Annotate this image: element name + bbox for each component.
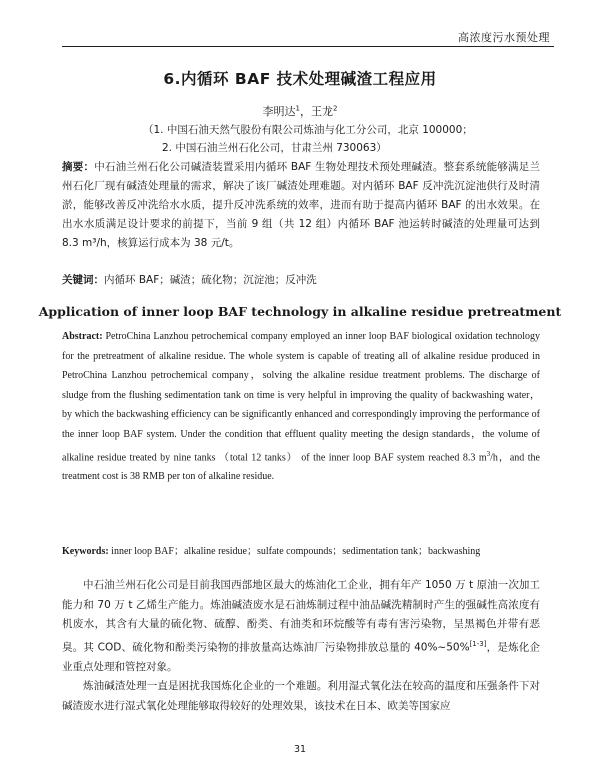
header-rule [62,46,554,47]
author-affiliation-mark: 1 [295,104,300,113]
running-header: 高浓度污水预处理 [458,31,550,44]
unit-superscript: 3 [486,449,491,458]
author-name: 李明达 [262,105,296,118]
english-abstract [62,327,540,487]
english-title: Application of inner loop BAF technology in alkaline residue pretreatment [38,304,562,319]
author-separator: ， [300,105,311,118]
chinese-abstract-label: 摘要： [62,161,95,173]
citation-mark: [1-3] [469,639,487,648]
body-paragraph-1-text-end: ，是炼化企业重点处理和管控对象。 [62,641,540,673]
chinese-abstract-text: 中石油兰州石化公司碱渣装置采用内循环 BAF 生物处理技术预处理碱渣。整套系统能够满足兰州石化厂现有碱渣处理量的需求，解决了该厂碱渣处理难题。对内循环 BAF 反冲洗沉淀池供行及时清淤，能够改善反冲洗给水水质，提升反冲洗系统的效率，进而有助于提高内循环 BAF 的出水效果。在出水水质满足设计要求的前提下，当前 9 组（共 12 组）内循环 BAF 池运转时碱渣的处理量可达到 8.3 m³/h，核算运行成本为 38 元/t。 [62,161,541,249]
body-paragraph-2: 炼油碱渣处理一直是困扰我国炼化企业的一个难题。利用湿式氧化法在较高的温度和压强条件下对碱渣废水进行湿式氧化处理能够取得较好的处理效果，该技术在日本、欧美等国家应 [62,680,540,712]
english-keywords-label: Keywords: [62,546,109,557]
english-abstract-text: PetroChina Lanzhou petrochemical company employed an inner loop BAF biological oxidation technology for the pretreatment of alkaline residue. The whole system is capable of treating all of alkaline residue produced in PetroChina Lanzhou petrochemical company，solving the alkaline residue treatment problems. The discharge of sludge from the flushing sedimentation tank on time is very helpful in improving the quality of backwashing water，by which the backwashing efficiency can be significantly enhanced and correspondingly improving the performance of the inner loop BAF system. Under the condition that effluent quality meeting the design standards，the volume of alkaline residue treated by nine tanks （total 12 tanks） of the inner loop BAF system reached 8.3 m [62,331,540,463]
page-number: 31 [293,744,307,755]
affiliation-2: 2. 中国石油兰州石化公司，甘肃兰州 730063） [162,142,387,154]
paper-title: 6.内循环 BAF 技术处理碱渣工程应用 [163,70,437,88]
chinese-keywords-text: 内循环 BAF；碱渣；硫化物；沉淀池；反冲洗 [104,274,317,286]
english-abstract-label: Abstract: [62,331,103,342]
chinese-keywords [62,272,540,287]
author-line [0,103,600,119]
body-text [62,576,540,716]
chinese-abstract [62,158,540,253]
english-abstract-text-end: /h，and the treatment cost is 38 RMB per ton of alkaline residue. [62,451,540,483]
english-keywords-text: inner loop BAF；alkaline residue；sulfate compounds；sedimentation tank；backwashing [108,546,481,557]
body-paragraph-1-text: 中石油兰州石化公司是目前我国西部地区最大的炼油化工企业，拥有年产 1050 万 t 原油一次加工能力和 70 万 t 乙烯生产能力。炼油碱渣废水是石油炼制过程中油品碱洗精制时产生的强碱性高浓度有机废水，其含有大量的硫化物、硫醇、酚类、有油类和环烷酸等有毒有害污染物，呈黑褐色并带有恶臭。其 COD、硫化物和酚类污染物的排放量高达炼油厂污染物排放总量的 40%~50% [62,579,540,653]
author-affiliation-mark: 2 [333,104,338,113]
affiliation-1: （1. 中国石油天然气股份有限公司炼油与化工分公司，北京 100000； [143,124,473,136]
body-paragraph-1 [62,576,540,677]
english-keywords [62,542,540,557]
author-name: 王龙 [311,105,333,118]
chinese-keywords-label: 关键词： [62,274,104,286]
